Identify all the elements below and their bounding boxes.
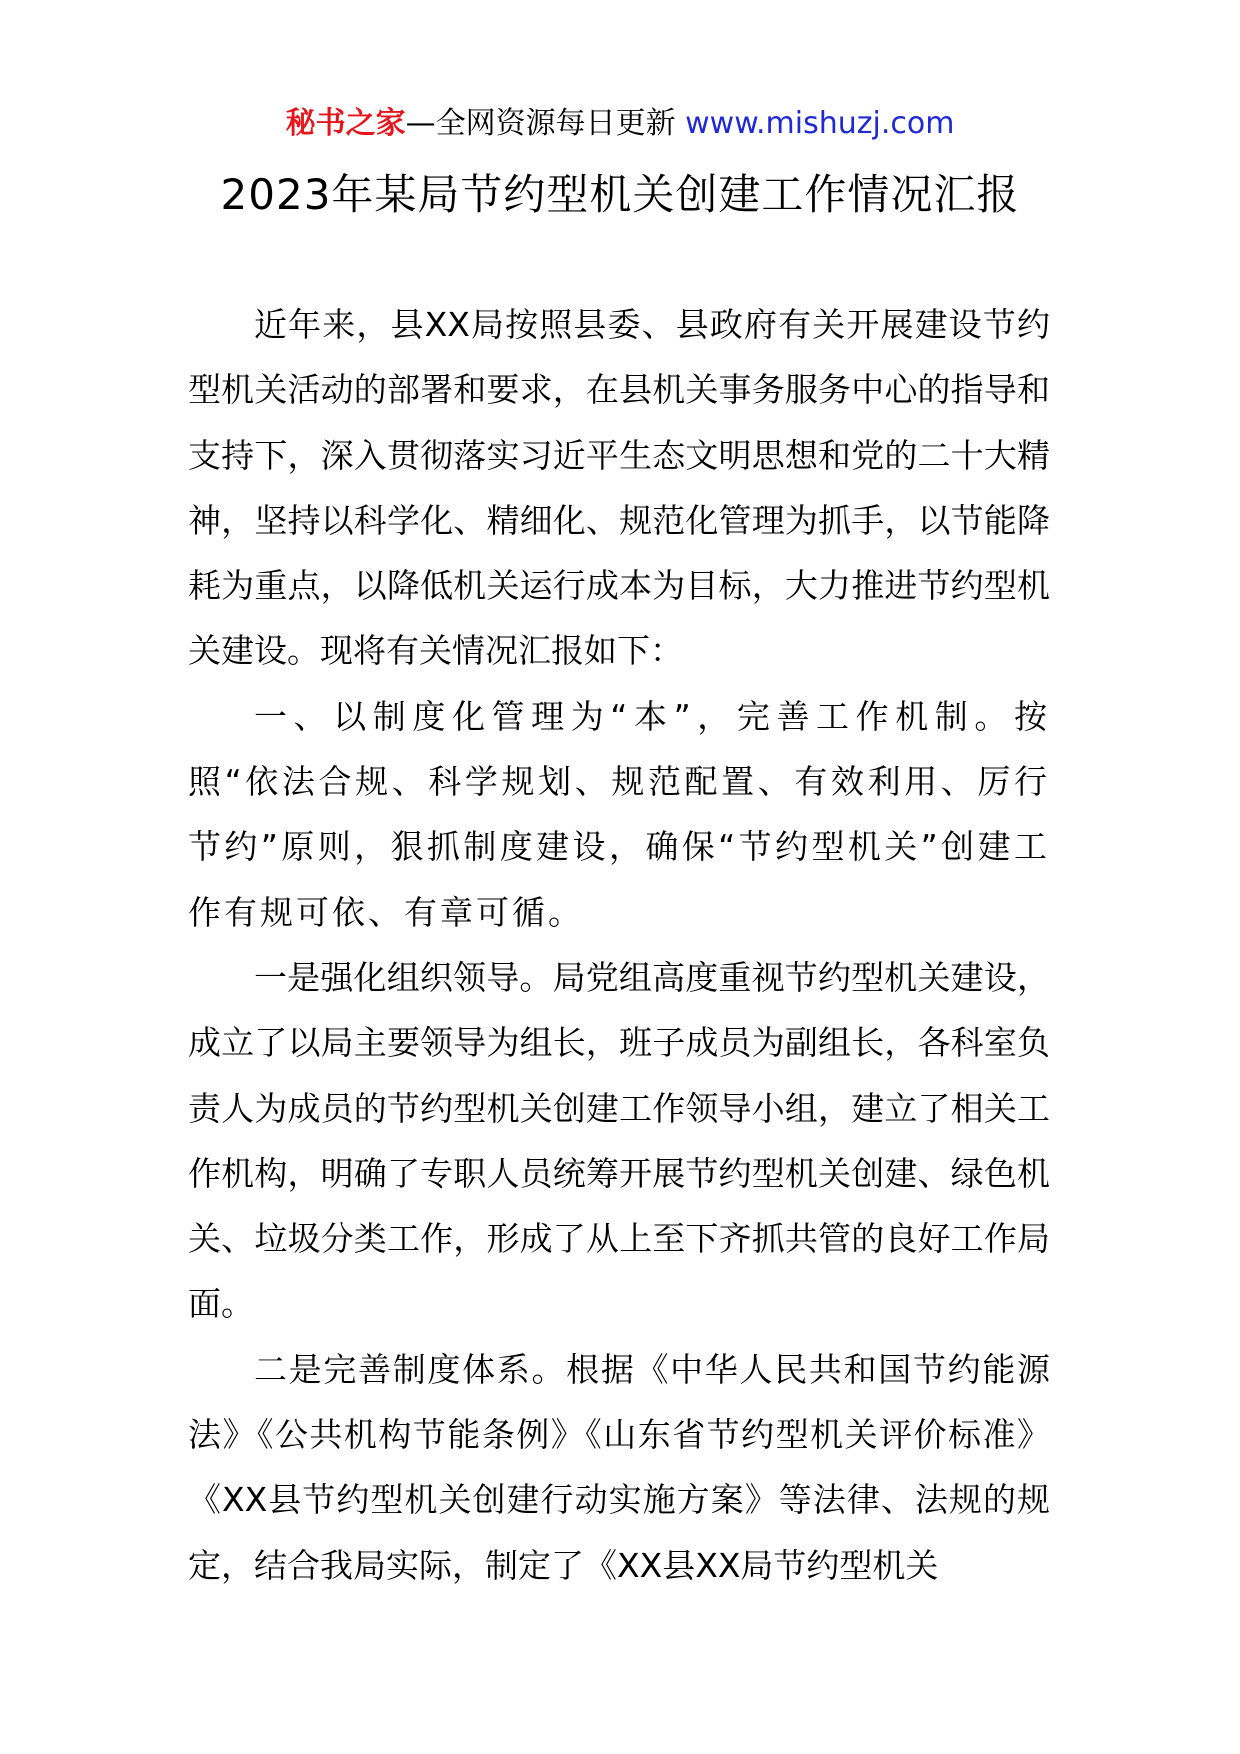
document-title: 2023年某局节约型机关创建工作情况汇报 <box>220 170 1020 219</box>
site-slogan: —全网资源每日更新 <box>405 106 686 141</box>
paragraph-point-2: 二是完善制度体系。根据《中华人民共和国节约能源法》《公共机构节能条例》《山东省节约型机关评价标准》《XX县节约型机关创建行动实施方案》等法律、法规的规定，结合我局实际，制定了《XX县XX局节约型机关 <box>188 1349 1050 1585</box>
site-header <box>0 104 1240 144</box>
site-url[interactable]: www.mishuzj.com <box>685 106 955 141</box>
site-brand: 秘书之家 <box>285 106 406 141</box>
paragraph-intro: 近年来，县XX局按照县委、县政府有关开展建设节约型机关活动的部署和要求，在县机关事务服务中心的指导和支持下，深入贯彻落实习近平生态文明思想和党的二十大精神，坚持以科学化、精细化、规范化管理为抓手，以节能降耗为重点，以降低机关运行成本为目标，大力推进节约型机关建设。现将有关情况汇报如下： <box>188 305 1050 671</box>
document-body <box>188 292 1050 1598</box>
paragraph-point-1: 一是强化组织领导。局党组高度重视节约型机关建设，成立了以局主要领导为组长，班子成员为副组长，各科室负责人为成员的节约型机关创建工作领导小组，建立了相关工作机构，明确了专职人员统筹开展节约型机关创建、绿色机关、垃圾分类工作，形成了从上至下齐抓共管的良好工作局面。 <box>188 957 1050 1324</box>
paragraph-section-1: 一、以制度化管理为“本”，完善工作机制。按照“依法合规、科学规划、规范配置、有效利用、厉行节约”原则，狠抓制度建设，确保“节约型机关”创建工作有规可依、有章可循。 <box>188 696 1050 932</box>
